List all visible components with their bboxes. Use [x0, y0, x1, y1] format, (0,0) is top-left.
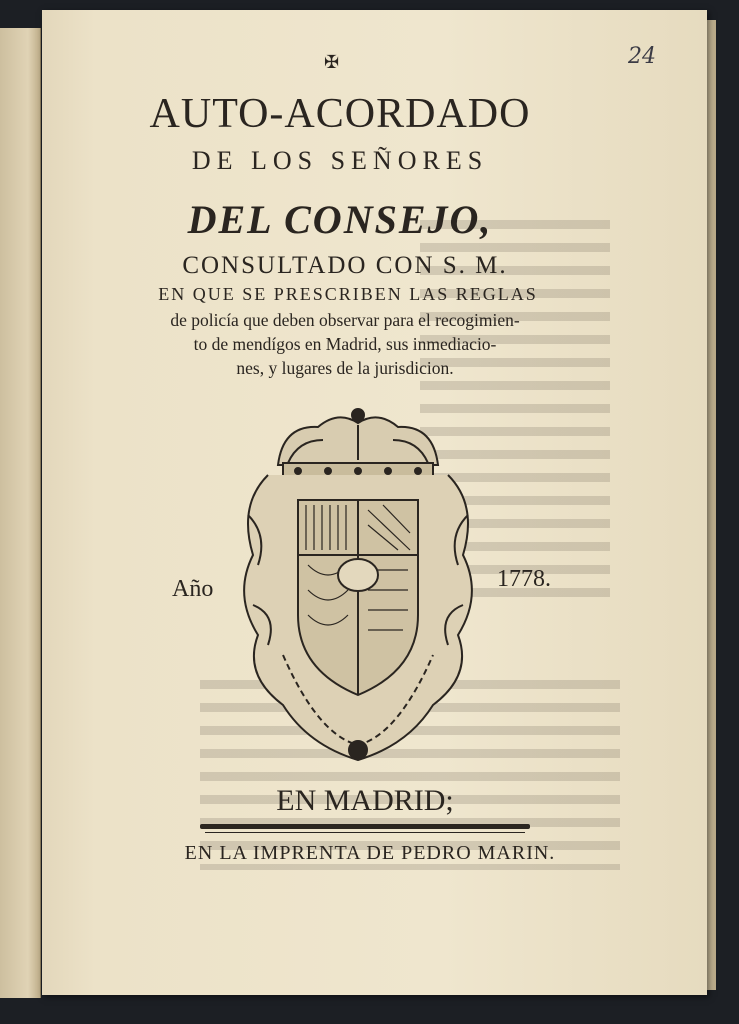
subtitle-line-1: EN QUE SE PRESCRIBEN LAS REGLAS: [158, 284, 538, 304]
title-line-3: DEL CONSEJO,: [187, 197, 493, 242]
title-line-4: CONSULTADO CON S. M.: [182, 252, 508, 279]
imprint-place: EN MADRID;: [276, 784, 454, 817]
cross-pattee-icon: ✠: [324, 52, 340, 73]
subtitle-line-2: de policía que deben observar para el recogimien-: [170, 310, 520, 330]
title-line-1: AUTO-ACORDADO: [149, 91, 531, 137]
royal-coat-of-arms-icon: [228, 405, 488, 775]
subtitle-line-4: nes, y lugares de la jurisdicion.: [236, 358, 454, 378]
printer-line: EN LA IMPRENTA DE PEDRO MARIN.: [184, 842, 556, 864]
folio-number: 24: [628, 44, 656, 69]
imprint-rule-thin: [205, 832, 525, 833]
imprint-rule-thick: [200, 824, 530, 829]
left-page-edge: [0, 28, 41, 998]
title-line-2: DE LOS SEÑORES: [191, 146, 489, 175]
year: 1778.: [497, 566, 551, 592]
subtitle-line-3: to de mendígos en Madrid, sus inmediacio-: [193, 334, 497, 354]
year-label: Año: [172, 576, 214, 602]
